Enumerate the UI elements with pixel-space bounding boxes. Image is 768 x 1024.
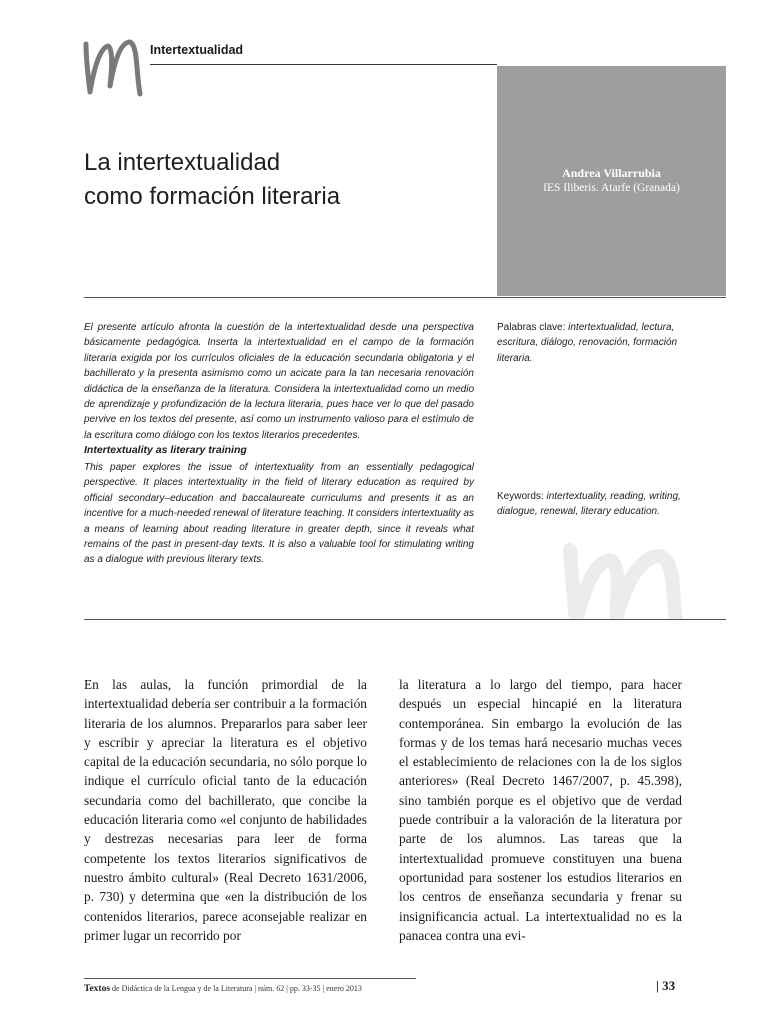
keywords-english [497, 489, 712, 520]
keywords-english-label: Keywords: [497, 491, 547, 502]
abstract-english: This paper explores the issue of intertextuality from an essentially pedagogical perspective. It places intertextuality in the field of literary education as required by official secondary–education and baccalaureate curriculums and presents it as an incentive for a much-needed renewal of literature teaching. It considers intertextuality as a means of learning about reading literature in greater depth, since it reveals what remains of the past in present-day texts. It is also a valuable tool for stimulating writing as a dialogue with previous literary texts. [84, 462, 474, 566]
keywords-english-terms: intertextuality, reading, writing, dialogue, renewal, literary education. [497, 491, 681, 518]
article-title [84, 146, 484, 214]
footer-citation [84, 984, 504, 994]
journal-logo-icon [80, 28, 146, 98]
section-label: Intertextualidad [150, 43, 244, 57]
keywords-spanish-label: Palabras clave: [497, 322, 569, 333]
author-name: Andrea Villarrubia [562, 166, 661, 180]
page-number: | 33 [656, 978, 676, 993]
watermark-logo-icon [560, 540, 730, 620]
keywords-spanish-terms: intertextualidad, lectura, escritura, diálogo, renovación, formación literaria. [497, 322, 678, 364]
header-divider [150, 64, 497, 65]
abstract-top-divider [84, 297, 726, 298]
body-column-right: la literatura a lo largo del tiempo, para hacer después un especial hincapié en la literatura contemporánea. Sin embargo la evolución de las formas y de los temas hará necesario muchas veces el establecimiento de relaciones con la de los siglos anteriores» (Real Decreto 1467/2007, p. 45.398), sino también porque es el objetivo que de verdad puede contribuir a la valoración de la literatura por parte de los alumnos. Las tareas que la intertextualidad promueve constituyen una buena oportunidad para sostener los estudios literarios en los centros de enseñanza secundaria y frenar su insignificancia actual. La intertextualidad no es la panacea contra una evi- [399, 677, 682, 943]
article-title-line-1: La intertextualidad [84, 149, 281, 176]
article-title-line-2: como formación literaria [84, 183, 341, 210]
author-affiliation: IES Iliberis. Atarfe (Granada) [543, 182, 680, 194]
abstract-english-title: Intertextuality as literary training [84, 444, 247, 456]
body-column-left: En las aulas, la función primordial de la intertextualidad debería ser contribuir a la formación literaria de los alumnos. Prepararlos para saber leer y escribir y apreciar la literatura es el objetivo capital de la educación secundaria, no sólo porque lo indique el currículo oficial tanto de la educación secundaria como del bachillerato, que concibe la educación literaria como «el conjunto de habilidades y destrezas necesarias para leer de forma competente los textos literarios significativos de nuestro ámbito cultural» (Real Decreto 1631/2006, p. 730) y determina que «en la distribución de los contenidos literarios, parece aconsejable realizar en primer lugar un recorrido por [84, 677, 367, 943]
footer-citation-details: de Didáctica de la Lengua y de la Literatura | núm. 62 | pp. 33-35 | enero 2013 [110, 984, 362, 993]
abstract-spanish: El presente artículo afronta la cuestión de la intertextualidad desde una perspectiva básicamente pedagógica. Inserta la intertextualidad en el campo de la formación literaria exigida por los currículos oficiales de la educación secundaria obligatoria y el bachillerato y la presenta asimismo como un acicate para la tan necesaria renovación didáctica de la enseñanza de la literatura. Considera la intertextualidad como un medio de aprendizaje y profundización de la lectura literaria, pues hace ver lo que del pasado pervive en los textos del presente, así como un instrumento valioso para el estímulo de la escritura como diálogo con los textos literarios precedentes. [84, 322, 474, 441]
author-panel [497, 66, 726, 296]
footer-divider [84, 978, 416, 979]
keywords-spanish [497, 320, 703, 366]
abstract-bottom-divider [84, 619, 726, 620]
footer-journal-name: Textos [84, 984, 111, 994]
